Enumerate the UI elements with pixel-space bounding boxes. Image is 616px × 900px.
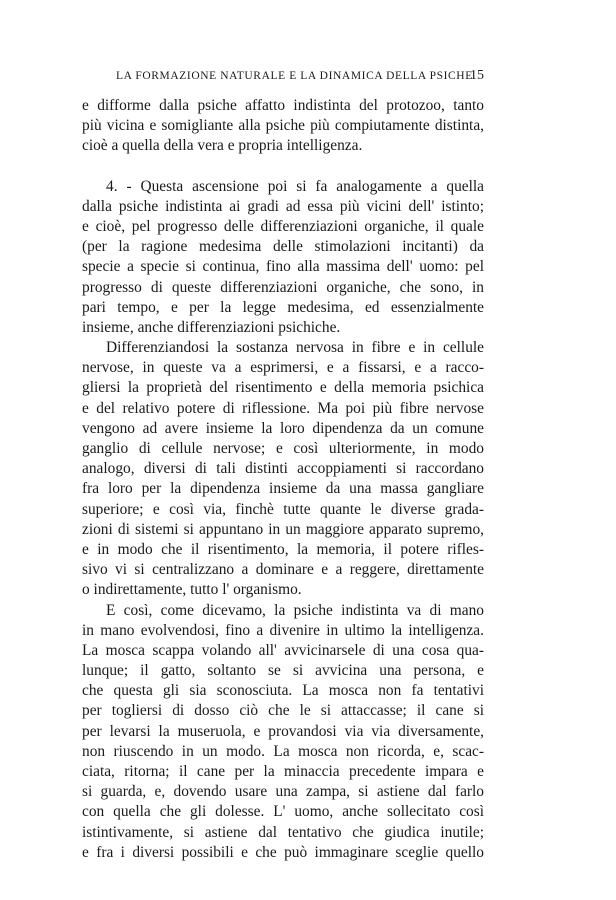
text-line: zioni di sistemi si appuntano in un maggiore apparato supremo,	[82, 520, 484, 538]
text-line: specie a specie si continua, fino alla massima dell' uomo: pel	[82, 258, 484, 276]
text-line: ganglio di cellule nervose; e così ulteriormente, in modo	[82, 440, 484, 457]
text-line: per togliersi di dosso ciò che le si attaccasse; il cane si	[82, 702, 484, 720]
paragraph	[82, 96, 484, 157]
text-line: e del relativo potere di riflessione. Ma poi più fibre nervose	[82, 399, 484, 417]
text-line: sivo vi si centralizzano a dominare e a reggere, direttamente	[82, 561, 484, 579]
text-line: cioè a quella della vera e propria intelligenza.	[82, 137, 363, 155]
text-line: e cioè, pel progresso delle differenziazioni organiche, il quale	[82, 217, 484, 235]
paragraph	[82, 338, 484, 600]
section-gap	[82, 157, 484, 177]
text-line: La mosca scappa volando all' avvicinarsele di una cosa qua-	[82, 641, 484, 659]
text-line: insieme, anche differenziazioni psichiche.	[82, 318, 341, 336]
paragraph-section-4	[82, 177, 484, 339]
text-line: vengono ad avere insieme la loro dipendenza da un comune	[82, 419, 484, 437]
text-line: per levarsi la museruola, e provandosi via via diversamente,	[82, 722, 484, 740]
text-line: ciata, ritorna; il cane per la minaccia precedente impara e	[82, 763, 484, 780]
page-number: 15	[470, 68, 484, 83]
text-line: nervose, in queste va a esprimersi, e a fissarsi, e a racco-	[82, 359, 484, 377]
text-line: istintivamente, si astiene dal tentativo che giudica inutile;	[82, 823, 484, 841]
text-line: e fra i diversi possibili e che può immaginare sceglie quello	[82, 843, 484, 861]
running-header-title: LA FORMAZIONE NATURALE E LA DINAMICA DELLA PSICHE	[116, 70, 473, 82]
text-line: (per la ragione medesima delle stimolazioni incitanti) da	[82, 238, 484, 256]
running-header	[80, 70, 484, 88]
text-line: progresso di queste differenziazioni organiche, che sono, in	[82, 278, 484, 296]
text-line: pari tempo, e per la legge medesima, ed essenzialmente	[82, 298, 484, 316]
body-text	[82, 96, 484, 863]
text-line: dalla psiche indistinta ai gradi ad essa più vicini dell' istinto;	[82, 197, 484, 215]
text-line: si guarda, e, dovendo usare una zampa, si astiene dal farlo	[82, 783, 484, 801]
text-line: fra loro per la dipendenza insieme da una massa gangliare	[82, 480, 484, 498]
text-line: superiore; e così via, finchè tutte quante le diverse grada-	[82, 500, 484, 518]
text-line: 4. - Questa ascensione poi si fa analogamente a quella	[106, 177, 484, 195]
text-line: più vicina e somigliante alla psiche più compiutamente distinta,	[82, 117, 484, 135]
text-line: o indirettamente, tutto l' organismo.	[82, 581, 302, 599]
paragraph	[82, 601, 484, 863]
text-line: analogo, diversi di tali distinti accoppiamenti si raccordano	[82, 460, 484, 478]
text-line: che questa gli sia sconosciuta. La mosca non fa tentativi	[82, 682, 484, 700]
text-line: e in modo che il risentimento, la memoria, il potere rifles-	[82, 540, 484, 558]
text-line: lunque; il gatto, soltanto se si avvicina una persona, e	[82, 662, 484, 680]
text-line: non riuscendo in un modo. La mosca non ricorda, e, scac-	[82, 742, 484, 760]
text-line: con quella che gli dolesse. L' uomo, anche sollecitato così	[82, 803, 484, 821]
text-line: e difforme dalla psiche affatto indistinta del protozoo, tanto	[82, 97, 484, 114]
text-line: E così, come dicevamo, la psiche indistinta va di mano	[106, 601, 484, 619]
text-line: in mano evolvendosi, fino a divenire in ultimo la intelligenza.	[82, 621, 484, 639]
text-line: gliersi la proprietà del risentimento e della memoria psichica	[82, 379, 484, 397]
text-line: Differenziandosi la sostanza nervosa in fibre e in cellule	[106, 339, 484, 357]
